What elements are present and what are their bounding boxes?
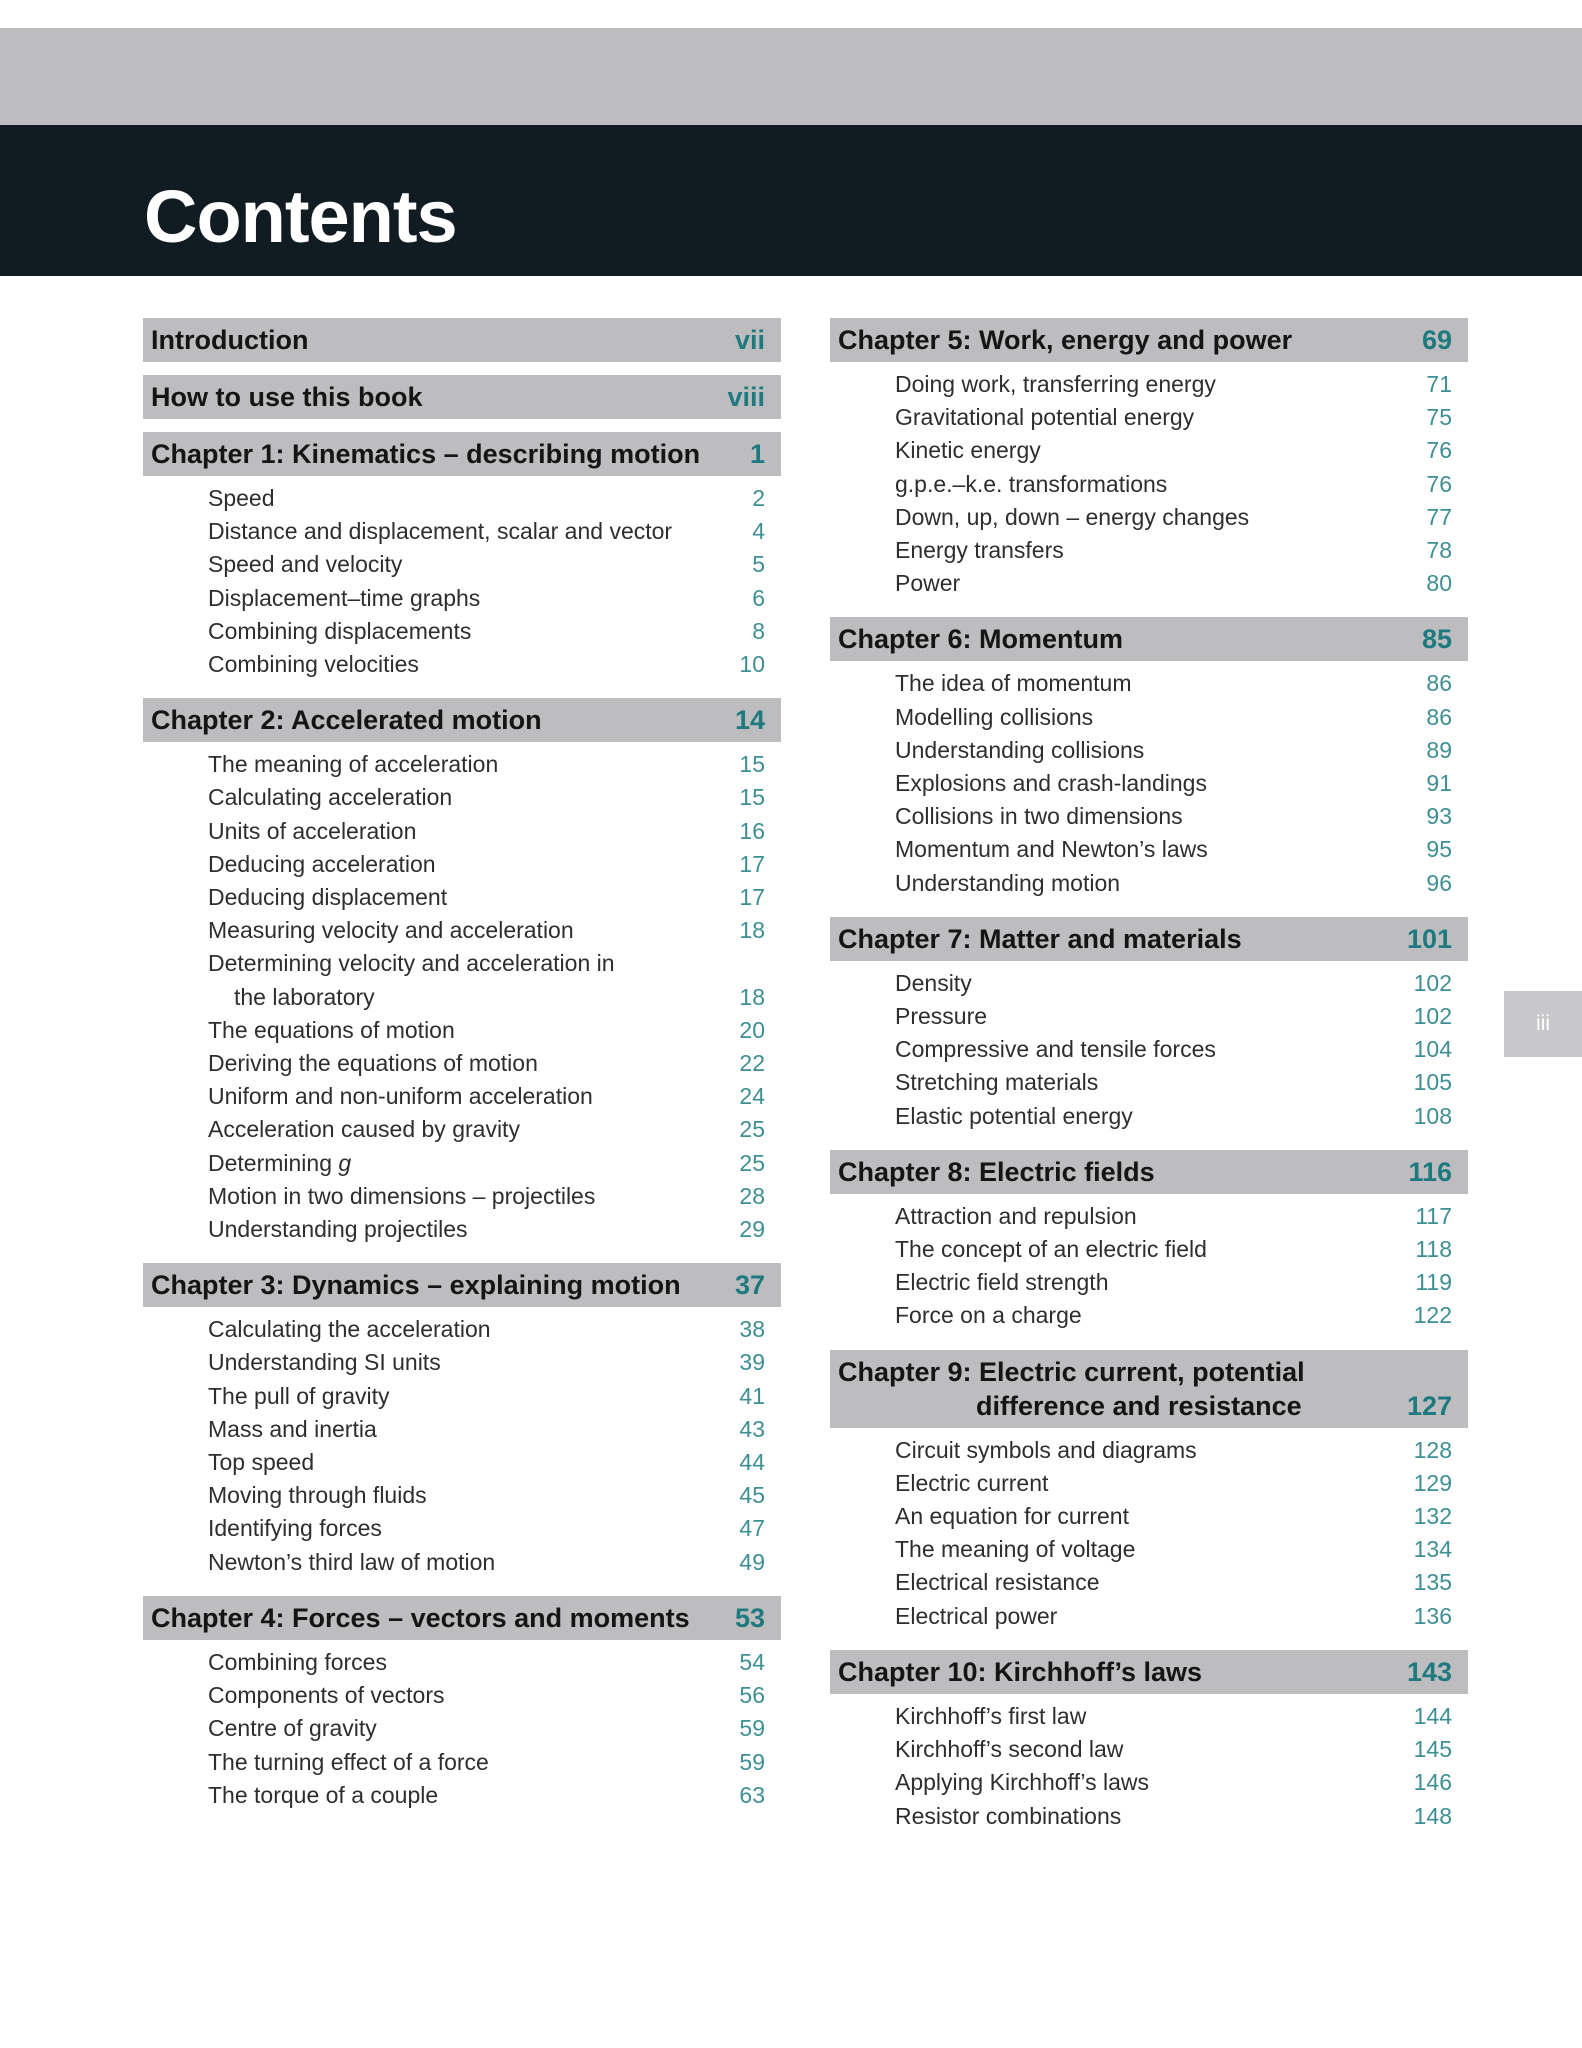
- section-title: Top speed: [208, 1449, 315, 1476]
- section-entry[interactable]: [830, 967, 1468, 1000]
- section-page-number: 76: [1426, 470, 1452, 497]
- section-title: An equation for current: [895, 1503, 1129, 1530]
- section-entry[interactable]: [830, 567, 1468, 600]
- section-page-number: 59: [739, 1715, 765, 1742]
- section-page-number: 80: [1426, 570, 1452, 597]
- section-entry[interactable]: [830, 434, 1468, 467]
- toc-chapter: [143, 698, 781, 1250]
- section-page-number: 15: [739, 784, 765, 811]
- section-entry[interactable]: [143, 1313, 781, 1346]
- section-entry[interactable]: [830, 734, 1468, 767]
- section-title: Kinetic energy: [895, 437, 1041, 464]
- section-entry[interactable]: [143, 1446, 781, 1479]
- section-list: [830, 1694, 1468, 1837]
- section-title: Displacement–time graphs: [208, 584, 481, 611]
- section-entry[interactable]: [143, 947, 781, 1013]
- section-title: Combining velocities: [208, 651, 419, 678]
- chapter-title: Chapter 5: Work, energy and power: [838, 325, 1293, 355]
- section-title: Mass and inertia: [208, 1415, 377, 1442]
- section-page-number: 45: [739, 1482, 765, 1509]
- toc-chapter: [830, 617, 1468, 903]
- section-title: Identifying forces: [208, 1515, 382, 1542]
- section-page-number: 76: [1426, 437, 1452, 464]
- section-page-number: 25: [739, 1149, 765, 1176]
- chapter-heading[interactable]: [143, 1263, 781, 1307]
- section-list: [143, 742, 781, 1250]
- section-title: Energy transfers: [895, 537, 1064, 564]
- section-entry[interactable]: [143, 1147, 781, 1180]
- section-title: Elastic potential energy: [895, 1102, 1133, 1129]
- section-entry[interactable]: [830, 1200, 1468, 1233]
- chapter-heading[interactable]: [830, 917, 1468, 961]
- section-title: Understanding collisions: [895, 736, 1145, 763]
- section-list: [830, 661, 1468, 903]
- toc-chapter: [143, 318, 781, 362]
- section-page-number: 95: [1426, 836, 1452, 863]
- chapter-title: Introduction: [151, 325, 309, 355]
- section-title: Attraction and repulsion: [895, 1202, 1137, 1229]
- section-page-number: 5: [752, 551, 765, 578]
- toc-chapter: [143, 375, 781, 419]
- section-title: Electrical power: [895, 1602, 1058, 1629]
- section-title: Circuit symbols and diagrams: [895, 1436, 1197, 1463]
- section-page-number: 38: [739, 1316, 765, 1343]
- section-page-number: 117: [1415, 1202, 1452, 1229]
- chapter-page-number: 143: [1406, 1656, 1452, 1687]
- chapter-heading[interactable]: [830, 617, 1468, 661]
- section-title: Motion in two dimensions – projectiles: [208, 1182, 596, 1209]
- section-page-number: 20: [739, 1016, 765, 1043]
- section-title: Modelling collisions: [895, 703, 1094, 730]
- section-entry[interactable]: [830, 1066, 1468, 1099]
- section-page-number: 18: [739, 983, 765, 1010]
- section-page-number: 93: [1426, 803, 1452, 830]
- section-title: Deducing acceleration: [208, 850, 436, 877]
- section-page-number: 63: [739, 1781, 765, 1808]
- section-list: [143, 476, 781, 685]
- section-page-number: 8: [752, 617, 765, 644]
- toc-chapter: [143, 432, 781, 685]
- section-entry[interactable]: [830, 1233, 1468, 1266]
- section-page-number: 96: [1426, 869, 1452, 896]
- section-page-number: 136: [1413, 1602, 1452, 1629]
- section-entry[interactable]: [143, 1180, 781, 1213]
- section-title: Compressive and tensile forces: [895, 1036, 1216, 1063]
- section-entry[interactable]: [143, 1047, 781, 1080]
- section-page-number: 134: [1413, 1536, 1452, 1563]
- section-page-number: 104: [1413, 1036, 1452, 1063]
- section-title: Understanding SI units: [208, 1349, 441, 1376]
- section-page-number: 28: [739, 1182, 765, 1209]
- section-title: Deriving the equations of motion: [208, 1050, 538, 1077]
- section-title: Power: [895, 570, 961, 597]
- toc-left-column: [143, 318, 781, 1829]
- toc-chapter: [830, 318, 1468, 604]
- section-list: [830, 1428, 1468, 1637]
- section-entry[interactable]: [830, 1700, 1468, 1733]
- section-title: The pull of gravity: [208, 1382, 390, 1409]
- section-title: Momentum and Newton’s laws: [895, 836, 1208, 863]
- section-title: Stretching materials: [895, 1069, 1099, 1096]
- chapter-page-number: 127: [1406, 1390, 1452, 1421]
- section-entry[interactable]: [143, 1779, 781, 1812]
- section-entry[interactable]: [830, 1434, 1468, 1467]
- section-page-number: 148: [1413, 1802, 1452, 1829]
- section-page-number: 6: [752, 584, 765, 611]
- chapter-heading[interactable]: [143, 318, 781, 362]
- section-page-number: 75: [1426, 404, 1452, 431]
- section-entry[interactable]: [143, 1380, 781, 1413]
- section-entry[interactable]: [830, 401, 1468, 434]
- section-entry[interactable]: [830, 534, 1468, 567]
- section-title: Understanding motion: [895, 869, 1121, 896]
- section-page-number: 122: [1413, 1302, 1452, 1329]
- section-page-number: 89: [1426, 736, 1452, 763]
- section-page-number: 118: [1415, 1236, 1452, 1263]
- section-title: Doing work, transferring energy: [895, 371, 1216, 397]
- section-entry[interactable]: [143, 1479, 781, 1512]
- chapter-heading[interactable]: [830, 1150, 1468, 1194]
- section-entry[interactable]: [830, 1500, 1468, 1533]
- section-page-number: 108: [1413, 1102, 1452, 1129]
- chapter-title: Chapter 8: Electric fields: [838, 1156, 1155, 1187]
- section-entry[interactable]: [143, 1213, 781, 1246]
- section-list: [830, 1194, 1468, 1337]
- section-page-number: 41: [739, 1382, 765, 1409]
- section-title: Explosions and crash-landings: [895, 770, 1207, 797]
- section-entry[interactable]: [830, 1100, 1468, 1133]
- toc-chapter: [830, 1350, 1468, 1637]
- section-title: Determining g: [208, 1149, 352, 1176]
- chapter-page-number: 85: [1421, 624, 1452, 655]
- section-entry[interactable]: [143, 848, 781, 881]
- section-page-number: 86: [1426, 670, 1452, 697]
- section-page-number: 47: [739, 1515, 765, 1542]
- section-title: Electric field strength: [895, 1269, 1109, 1296]
- section-entry[interactable]: [830, 867, 1468, 900]
- chapter-title: Chapter 9: Electric current, potential: [838, 1356, 1305, 1387]
- section-title: Components of vectors: [208, 1682, 445, 1709]
- section-page-number: 128: [1413, 1436, 1452, 1463]
- chapter-heading[interactable]: [830, 1650, 1468, 1694]
- section-title: Down, up, down – energy changes: [895, 503, 1250, 530]
- section-page-number: 105: [1413, 1069, 1452, 1096]
- chapter-heading[interactable]: [830, 318, 1468, 362]
- section-title: Speed and velocity: [208, 551, 403, 578]
- chapter-page-number: 69: [1421, 325, 1452, 355]
- top-decorative-band: [0, 28, 1582, 125]
- section-page-number: 15: [739, 751, 765, 778]
- section-page-number: 43: [739, 1415, 765, 1442]
- section-page-number: 29: [739, 1216, 765, 1243]
- section-title: Density: [895, 969, 972, 996]
- toc-right-column: [830, 318, 1468, 1850]
- chapter-title: Chapter 10: Kirchhoff’s laws: [838, 1656, 1203, 1687]
- section-page-number: 119: [1415, 1269, 1452, 1296]
- section-title: Electric current: [895, 1469, 1049, 1496]
- section-entry[interactable]: [143, 615, 781, 648]
- section-title: Gravitational potential energy: [895, 404, 1195, 431]
- section-entry[interactable]: [143, 1413, 781, 1446]
- chapter-title: Chapter 6: Momentum: [838, 624, 1124, 655]
- toc-chapter: [143, 1263, 781, 1583]
- section-entry[interactable]: [143, 1014, 781, 1047]
- section-entry[interactable]: [830, 767, 1468, 800]
- section-title: The meaning of acceleration: [208, 751, 499, 778]
- section-title: Newton’s third law of motion: [208, 1548, 496, 1575]
- section-entry[interactable]: [143, 548, 781, 581]
- section-page-number: 102: [1413, 1003, 1452, 1030]
- section-entry[interactable]: [143, 1080, 781, 1113]
- section-entry[interactable]: [830, 1033, 1468, 1066]
- page-number-tab: iii: [1504, 991, 1582, 1057]
- chapter-title: Chapter 1: Kinematics – describing motion: [151, 439, 701, 469]
- section-page-number: 16: [739, 817, 765, 844]
- chapter-title: Chapter 2: Accelerated motion: [151, 705, 542, 736]
- section-title: The concept of an electric field: [895, 1236, 1207, 1263]
- section-entry[interactable]: [830, 1266, 1468, 1299]
- section-page-number: 39: [739, 1349, 765, 1376]
- chapter-heading[interactable]: [143, 1596, 781, 1640]
- chapter-page-number: vii: [734, 325, 765, 355]
- section-title: The torque of a couple: [208, 1781, 439, 1808]
- section-entry[interactable]: [143, 1346, 781, 1379]
- chapter-title: Chapter 4: Forces – vectors and moments: [151, 1602, 690, 1633]
- section-page-number: 49: [739, 1548, 765, 1575]
- section-entry[interactable]: [830, 1800, 1468, 1833]
- toc-chapter: [830, 917, 1468, 1137]
- section-page-number: 24: [739, 1083, 765, 1110]
- section-entry[interactable]: [143, 482, 781, 515]
- section-page-number: 146: [1413, 1769, 1452, 1796]
- section-entry[interactable]: [830, 1600, 1468, 1633]
- section-page-number: 71: [1426, 371, 1452, 397]
- section-page-number: 25: [739, 1116, 765, 1143]
- section-entry[interactable]: [830, 1299, 1468, 1332]
- section-entry[interactable]: [143, 1679, 781, 1712]
- section-title: Electrical resistance: [895, 1569, 1100, 1596]
- section-page-number: 77: [1426, 503, 1452, 530]
- section-page-number: 54: [739, 1648, 765, 1675]
- italic-variable-g: g: [338, 1149, 352, 1176]
- section-title: Calculating acceleration: [208, 784, 453, 811]
- section-entry[interactable]: [143, 1746, 781, 1779]
- chapter-page-number: 14: [734, 705, 765, 736]
- section-entry[interactable]: [830, 468, 1468, 501]
- section-page-number: 135: [1413, 1569, 1452, 1596]
- section-title: The meaning of voltage: [895, 1536, 1136, 1563]
- section-page-number: 78: [1426, 537, 1452, 564]
- chapter-page-number: 116: [1408, 1156, 1452, 1187]
- section-page-number: 22: [739, 1050, 765, 1077]
- section-entry[interactable]: [143, 648, 781, 681]
- section-entry[interactable]: [830, 1566, 1468, 1599]
- toc-chapter: [830, 1150, 1468, 1337]
- section-page-number: 17: [739, 884, 765, 911]
- section-entry[interactable]: [830, 1766, 1468, 1799]
- section-entry[interactable]: [143, 781, 781, 814]
- chapter-heading[interactable]: [143, 375, 781, 419]
- section-list: [830, 961, 1468, 1137]
- section-page-number: 18: [739, 917, 765, 944]
- chapter-heading[interactable]: [143, 698, 781, 742]
- section-entry[interactable]: [830, 833, 1468, 866]
- chapter-page-number: viii: [727, 382, 765, 412]
- section-title: Speed: [208, 485, 275, 511]
- section-page-number: 10: [739, 651, 765, 678]
- chapter-title: How to use this book: [151, 382, 423, 412]
- chapter-page-number: 1: [749, 439, 765, 469]
- chapter-page-number: 101: [1406, 923, 1452, 954]
- section-entry[interactable]: [830, 501, 1468, 534]
- section-title: The equations of motion: [208, 1016, 455, 1043]
- section-title: Calculating the acceleration: [208, 1316, 491, 1343]
- section-title: Distance and displacement, scalar and vector: [208, 518, 673, 545]
- section-title: Applying Kirchhoff’s laws: [895, 1769, 1149, 1796]
- section-entry[interactable]: [830, 701, 1468, 734]
- section-page-number: 129: [1413, 1469, 1452, 1496]
- page-title: Contents: [144, 175, 457, 258]
- section-page-number: 17: [739, 850, 765, 877]
- section-page-number: 44: [739, 1449, 765, 1476]
- section-title-continued: the laboratory: [234, 983, 375, 1010]
- section-title: Pressure: [895, 1003, 988, 1030]
- section-entry[interactable]: [143, 881, 781, 914]
- section-entry[interactable]: [143, 1712, 781, 1745]
- section-entry[interactable]: [143, 914, 781, 947]
- section-entry[interactable]: [143, 815, 781, 848]
- chapter-heading[interactable]: [143, 432, 781, 476]
- chapter-page-number: 53: [734, 1602, 765, 1633]
- section-entry[interactable]: [830, 1733, 1468, 1766]
- section-list: [830, 362, 1468, 604]
- section-title: Collisions in two dimensions: [895, 803, 1183, 830]
- section-title: The turning effect of a force: [208, 1748, 489, 1775]
- section-entry[interactable]: [143, 515, 781, 548]
- section-entry[interactable]: [143, 582, 781, 615]
- section-entry[interactable]: [830, 1533, 1468, 1566]
- section-entry[interactable]: [143, 1512, 781, 1545]
- toc-chapter: [830, 1650, 1468, 1837]
- chapter-heading[interactable]: [830, 1350, 1468, 1428]
- section-title: g.p.e.–k.e. transformations: [895, 470, 1168, 497]
- section-title: Kirchhoff’s second law: [895, 1736, 1124, 1763]
- section-title: Measuring velocity and acceleration: [208, 917, 574, 944]
- section-title: Uniform and non-uniform acceleration: [208, 1083, 593, 1110]
- section-page-number: 145: [1413, 1736, 1452, 1763]
- section-page-number: 91: [1426, 770, 1452, 797]
- section-list: [143, 1307, 781, 1583]
- section-page-number: 144: [1413, 1702, 1452, 1729]
- section-entry[interactable]: [143, 1113, 781, 1146]
- section-title: Force on a charge: [895, 1302, 1082, 1329]
- chapter-title-continued: difference and resistance: [976, 1390, 1302, 1421]
- section-page-number: 2: [752, 485, 765, 511]
- chapter-page-number: 37: [734, 1270, 765, 1301]
- section-title: Resistor combinations: [895, 1802, 1122, 1829]
- section-page-number: 4: [752, 518, 765, 545]
- section-title: Deducing displacement: [208, 884, 448, 911]
- section-title: Combining forces: [208, 1648, 387, 1675]
- section-list: [143, 1640, 781, 1816]
- section-title: Acceleration caused by gravity: [208, 1116, 520, 1143]
- section-page-number: 102: [1413, 969, 1452, 996]
- section-entry[interactable]: [830, 1467, 1468, 1500]
- section-entry[interactable]: [143, 748, 781, 781]
- section-entry[interactable]: [830, 1000, 1468, 1033]
- section-title: Units of acceleration: [208, 817, 417, 844]
- section-title: Kirchhoff’s first law: [895, 1702, 1087, 1729]
- toc-chapter: [143, 1596, 781, 1816]
- section-entry[interactable]: [830, 667, 1468, 700]
- section-entry[interactable]: [143, 1546, 781, 1579]
- section-page-number: 86: [1426, 703, 1452, 730]
- section-title: Centre of gravity: [208, 1715, 377, 1742]
- section-title: Combining displacements: [208, 617, 472, 644]
- chapter-title: Chapter 7: Matter and materials: [838, 923, 1242, 954]
- section-entry[interactable]: [143, 1646, 781, 1679]
- section-entry[interactable]: [830, 368, 1468, 401]
- section-title: Moving through fluids: [208, 1482, 427, 1509]
- section-title: Understanding projectiles: [208, 1216, 468, 1243]
- section-title: Determining velocity and acceleration in: [208, 950, 615, 977]
- section-entry[interactable]: [830, 800, 1468, 833]
- section-page-number: 59: [739, 1748, 765, 1775]
- section-page-number: 132: [1413, 1503, 1452, 1530]
- section-title: The idea of momentum: [895, 670, 1132, 697]
- section-page-number: 56: [739, 1682, 765, 1709]
- chapter-title: Chapter 3: Dynamics – explaining motion: [151, 1270, 681, 1301]
